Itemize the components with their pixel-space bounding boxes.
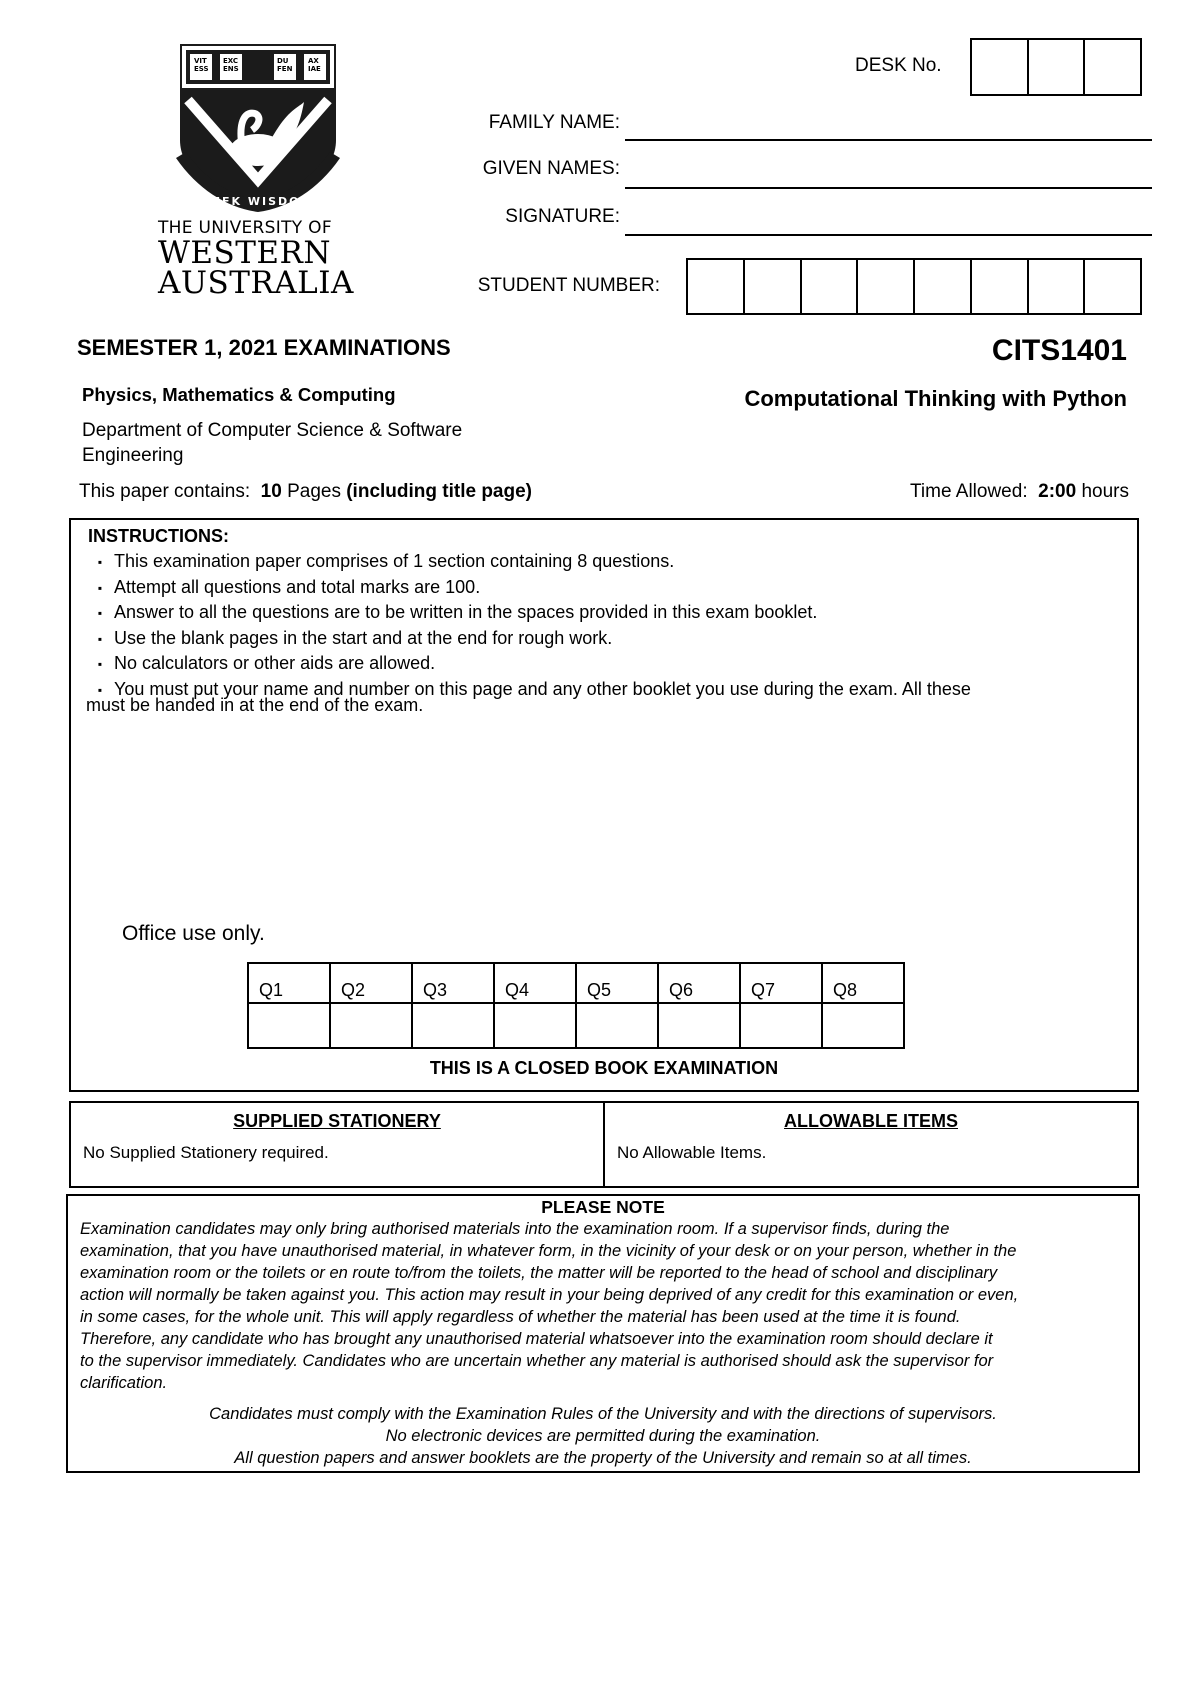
closed-book-notice: THIS IS A CLOSED BOOK EXAMINATION [429, 1058, 779, 1078]
signature-label: SIGNATURE: [505, 206, 620, 227]
instruction-item: ▪ Answer to all the questions are to be written in the spaces provided in this exam booklet. [86, 600, 1126, 626]
question-header: Q1 [248, 963, 330, 1003]
pages-prefix: This paper contains: [79, 481, 251, 502]
allowable-heading: ALLOWABLE ITEMS [784, 1111, 958, 1131]
question-header: Q7 [740, 963, 822, 1003]
instruction-item: ▪ No calculators or other aids are allowed. [86, 651, 1126, 677]
please-note-footer [68, 1403, 1138, 1469]
semester-title: SEMESTER 1, 2021 EXAMINATIONS [77, 335, 451, 360]
note-footer-line: No electronic devices are permitted during the examination. [385, 1427, 821, 1445]
note-line: in some cases, for the whole unit. This will apply regardless of whether the material has been used at the time it is found. [80, 1308, 961, 1326]
faculty-name: Physics, Mathematics & Computing [82, 384, 396, 405]
student-digit-box[interactable] [1027, 260, 1084, 313]
instruction-item: ▪ Use the blank pages in the start and at the end for rough work. [86, 626, 1126, 652]
signature-field[interactable] [625, 234, 1152, 236]
allowable-items-cell [605, 1103, 1137, 1186]
question-header: Q8 [822, 963, 904, 1003]
student-digit-box[interactable] [688, 260, 743, 313]
note-line: Therefore, any candidate who has brought any unauthorised material whatsoever into the examination room should declare it [80, 1330, 993, 1348]
note-line: action will normally be taken against you. This action may result in your being deprived of any credit for this examination or even, [80, 1286, 1019, 1304]
note-footer-line: All question papers and answer booklets are the property of the University and remain so at all times. [234, 1449, 972, 1467]
supplied-stationery-cell [71, 1103, 605, 1186]
instruction-item-continuation: must be handed in at the end of the exam. [86, 695, 424, 715]
mark-cell[interactable] [658, 1003, 740, 1048]
university-name-line1: THE UNIVERSITY OF [158, 218, 332, 238]
question-header: Q2 [330, 963, 412, 1003]
time-unit: hours [1081, 481, 1129, 502]
pages-count: 10 [260, 481, 282, 502]
time-allowed [910, 481, 1129, 503]
desk-number-boxes[interactable] [970, 38, 1142, 96]
instruction-item: ▪ Attempt all questions and total marks are 100. [86, 575, 1126, 601]
office-marks-table [247, 962, 905, 1049]
please-note-box [66, 1194, 1140, 1473]
uwa-crest-icon [158, 40, 358, 215]
mark-cell[interactable] [822, 1003, 904, 1048]
stationery-text: No Supplied Stationery required. [83, 1143, 329, 1162]
please-note-body [68, 1218, 1138, 1394]
svg-text:IAE: IAE [308, 65, 321, 73]
question-header: Q5 [576, 963, 658, 1003]
student-digit-box[interactable] [800, 260, 857, 313]
department-name: Department of Computer Science & Software Engineering [82, 420, 463, 466]
student-digit-box[interactable] [743, 260, 800, 313]
pages-suffix: (including title page) [346, 481, 533, 502]
mark-cell[interactable] [740, 1003, 822, 1048]
university-name-line3: AUSTRALIA [158, 265, 354, 301]
office-use-label: Office use only. [122, 922, 265, 945]
university-name-line2: WESTERN [158, 235, 332, 271]
pages-word: Pages [287, 481, 341, 502]
stationery-heading: SUPPLIED STATIONERY [233, 1111, 441, 1131]
svg-text:AX: AX [308, 57, 319, 65]
instructions-list [86, 549, 1126, 702]
note-footer-line: Candidates must comply with the Examination Rules of the University and with the directions of supervisors. [209, 1405, 997, 1423]
desk-digit-box[interactable] [972, 40, 1027, 94]
mark-cell[interactable] [576, 1003, 658, 1048]
mark-cell[interactable] [330, 1003, 412, 1048]
instructions-heading: INSTRUCTIONS: [88, 526, 229, 546]
student-digit-box[interactable] [970, 260, 1027, 313]
svg-text:DU: DU [277, 57, 289, 65]
svg-text:EXC: EXC [223, 57, 239, 65]
svg-text:SEEK WISDOM: SEEK WISDOM [202, 195, 314, 208]
student-digit-box[interactable] [856, 260, 913, 313]
question-header: Q6 [658, 963, 740, 1003]
time-value: 2:00 [1038, 481, 1077, 502]
given-names-field[interactable] [625, 187, 1152, 189]
mark-cell[interactable] [412, 1003, 494, 1048]
unit-code: CITS1401 [991, 334, 1127, 367]
svg-text:FEN: FEN [277, 65, 293, 73]
mark-cell[interactable] [248, 1003, 330, 1048]
stationery-table [69, 1101, 1139, 1188]
student-digit-box[interactable] [913, 260, 970, 313]
time-label: Time Allowed: [910, 481, 1028, 502]
desk-digit-box[interactable] [1083, 40, 1140, 94]
question-header: Q3 [412, 963, 494, 1003]
pages-info [79, 481, 532, 503]
university-logo [158, 40, 358, 310]
desk-digit-box[interactable] [1027, 40, 1084, 94]
mark-cell[interactable] [494, 1003, 576, 1048]
desk-label: DESK No. [855, 55, 942, 76]
svg-text:ENS: ENS [223, 65, 239, 73]
student-number-label: STUDENT NUMBER: [477, 275, 660, 296]
unit-name: Computational Thinking with Python [744, 386, 1127, 411]
note-line: Examination candidates may only bring authorised materials into the examination room. If a supervisor finds, during the [80, 1220, 950, 1238]
note-line: examination, that you have unauthorised material, in whatever form, in the vicinity of your desk or on your person, whether in the [80, 1242, 1017, 1260]
question-header: Q4 [494, 963, 576, 1003]
note-line: clarification. [80, 1374, 168, 1392]
note-line: examination room or the toilets or en route to/from the toilets, the matter will be reported to the head of school and disciplinary [80, 1264, 998, 1282]
allowable-text: No Allowable Items. [617, 1143, 767, 1162]
instruction-item: ▪ You must put your name and number on this page and any other booklet you use during the exam. All these [86, 677, 1126, 703]
svg-text:ESS: ESS [194, 65, 209, 73]
family-name-field[interactable] [625, 139, 1152, 141]
given-names-label: GIVEN NAMES: [482, 158, 620, 179]
please-note-heading: PLEASE NOTE [541, 1197, 665, 1217]
instructions-box [69, 518, 1139, 1092]
note-line: to the supervisor immediately. Candidates who are uncertain whether any material is authorised should ask the supervisor for [80, 1352, 994, 1370]
svg-text:VIT: VIT [194, 57, 207, 65]
family-name-label: FAMILY NAME: [488, 112, 620, 133]
student-digit-box[interactable] [1083, 260, 1140, 313]
instruction-item: ▪ This examination paper comprises of 1 section containing 8 questions. [86, 549, 1126, 575]
student-number-boxes[interactable] [686, 258, 1142, 315]
